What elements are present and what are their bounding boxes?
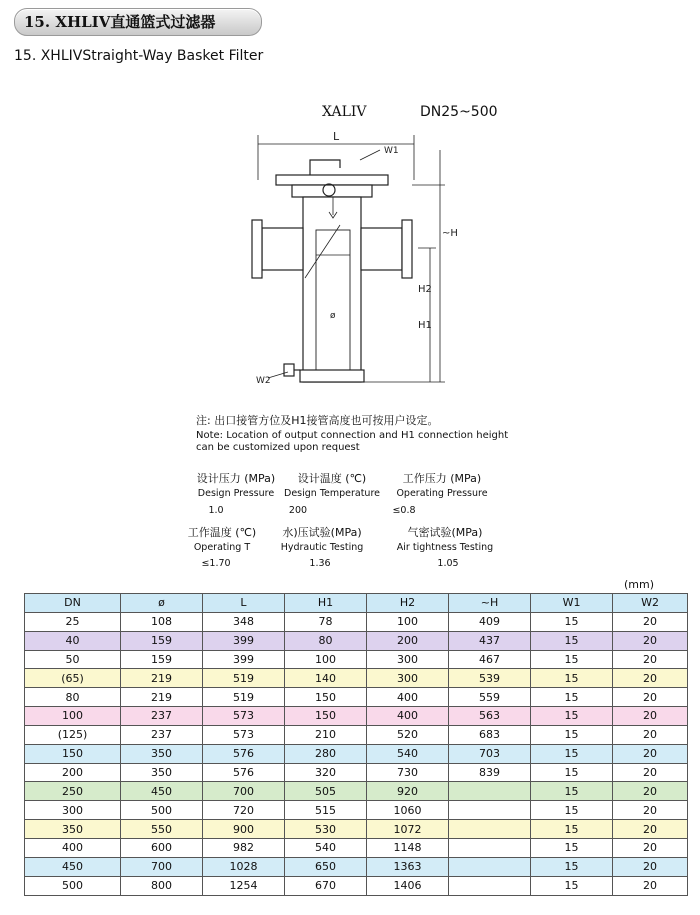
table-cell: [449, 801, 531, 820]
table-cell: 140: [285, 669, 367, 688]
table-cell: 650: [285, 857, 367, 876]
table-cell: 15: [531, 801, 613, 820]
col-header: ~H: [449, 594, 531, 613]
table-row: [25, 876, 688, 895]
table-cell: (65): [25, 669, 121, 688]
cond-air-tightness-testing: 气密试验(MPa) Air tightness Testing: [396, 526, 494, 553]
table-cell: 15: [531, 820, 613, 839]
dimension-table: [24, 593, 688, 896]
table-cell: 550: [121, 820, 203, 839]
table-cell: 15: [531, 688, 613, 707]
cond-design-temperature-value: 200: [288, 505, 308, 516]
table-cell: 576: [203, 744, 285, 763]
table-cell: 15: [531, 631, 613, 650]
table-cell: 670: [285, 876, 367, 895]
table-row: [25, 744, 688, 763]
table-cell: 350: [121, 744, 203, 763]
table-cell: 237: [121, 707, 203, 726]
table-cell: 150: [285, 707, 367, 726]
cond-design-temperature: 设计温度 (℃) Design Temperature: [284, 472, 380, 499]
table-cell: 450: [25, 857, 121, 876]
table-row: [25, 820, 688, 839]
table-cell: [449, 876, 531, 895]
dim-L-label: L: [333, 130, 340, 143]
table-cell: 15: [531, 707, 613, 726]
basket-filter-drawing: [0, 0, 700, 400]
table-cell: 1060: [367, 801, 449, 820]
table-cell: 409: [449, 612, 531, 631]
table-cell: 20: [613, 612, 688, 631]
table-cell: 15: [531, 669, 613, 688]
table-cell: 500: [121, 801, 203, 820]
model-label: XALIV: [322, 104, 367, 120]
dn-range-label: DN25~500: [420, 104, 498, 120]
table-cell: 159: [121, 650, 203, 669]
table-cell: 150: [285, 688, 367, 707]
table-cell: 1072: [367, 820, 449, 839]
table-row: [25, 801, 688, 820]
table-cell: 559: [449, 688, 531, 707]
table-cell: 20: [613, 650, 688, 669]
table-cell: 15: [531, 857, 613, 876]
table-cell: 20: [613, 857, 688, 876]
table-cell: 20: [613, 838, 688, 857]
table-cell: 703: [449, 744, 531, 763]
table-cell: 540: [367, 744, 449, 763]
table-row: [25, 707, 688, 726]
table-cell: 399: [203, 631, 285, 650]
table-row: [25, 688, 688, 707]
table-cell: [449, 857, 531, 876]
table-cell: 219: [121, 688, 203, 707]
table-cell: 437: [449, 631, 531, 650]
table-cell: 15: [531, 782, 613, 801]
dim-W1-label: W1: [384, 146, 399, 156]
table-cell: 100: [25, 707, 121, 726]
table-row: [25, 650, 688, 669]
table-cell: 573: [203, 725, 285, 744]
col-header: ø: [121, 594, 203, 613]
table-cell: 80: [25, 688, 121, 707]
table-cell: 720: [203, 801, 285, 820]
table-cell: 920: [367, 782, 449, 801]
table-cell: 15: [531, 876, 613, 895]
table-cell: 80: [285, 631, 367, 650]
col-header: H1: [285, 594, 367, 613]
table-cell: 20: [613, 801, 688, 820]
table-cell: 683: [449, 725, 531, 744]
table-cell: 1406: [367, 876, 449, 895]
cond-air-tightness-value: 1.05: [437, 558, 459, 569]
cond-operating-pressure-value: ≤0.8: [392, 505, 416, 516]
note-cn: 注: 出口接管方位及H1接管高度也可按用户设定。: [196, 414, 439, 427]
table-cell: 250: [25, 782, 121, 801]
table-row: [25, 838, 688, 857]
table-cell: 280: [285, 744, 367, 763]
cond-hydraulic-testing-value: 1.36: [309, 558, 331, 569]
table-cell: 348: [203, 612, 285, 631]
table-cell: 78: [285, 612, 367, 631]
table-cell: 100: [367, 612, 449, 631]
table-cell: 573: [203, 707, 285, 726]
table-cell: 1254: [203, 876, 285, 895]
table-cell: 15: [531, 650, 613, 669]
table-cell: [449, 838, 531, 857]
dim-H1-label: H1: [418, 320, 432, 331]
table-cell: 400: [367, 707, 449, 726]
table-cell: 20: [613, 744, 688, 763]
col-header: DN: [25, 594, 121, 613]
table-header-row: [25, 594, 688, 613]
table-cell: 100: [285, 650, 367, 669]
table-cell: 108: [121, 612, 203, 631]
table-cell: 25: [25, 612, 121, 631]
table-cell: [449, 782, 531, 801]
table-cell: 450: [121, 782, 203, 801]
table-cell: 159: [121, 631, 203, 650]
table-cell: 982: [203, 838, 285, 857]
table-row: [25, 631, 688, 650]
table-cell: 237: [121, 725, 203, 744]
table-cell: 399: [203, 650, 285, 669]
table-cell: 50: [25, 650, 121, 669]
table-cell: 300: [25, 801, 121, 820]
col-header: W2: [613, 594, 688, 613]
dim-H2-label: H2: [418, 284, 432, 295]
table-row: [25, 669, 688, 688]
table-cell: 40: [25, 631, 121, 650]
cond-hydraulic-testing: 水)压试验(MPa) Hydrautic Testing: [280, 526, 364, 553]
table-cell: 600: [121, 838, 203, 857]
table-cell: 320: [285, 763, 367, 782]
table-cell: 563: [449, 707, 531, 726]
table-row: [25, 857, 688, 876]
table-cell: 15: [531, 838, 613, 857]
table-cell: 15: [531, 612, 613, 631]
table-cell: 530: [285, 820, 367, 839]
col-header: W1: [531, 594, 613, 613]
table-cell: 20: [613, 820, 688, 839]
table-cell: 839: [449, 763, 531, 782]
cond-design-pressure: 设计压力 (MPa) Design Pressure: [196, 472, 276, 499]
table-cell: 539: [449, 669, 531, 688]
table-cell: 20: [613, 688, 688, 707]
note-en-line2: can be customized upon request: [196, 442, 360, 453]
table-cell: 520: [367, 725, 449, 744]
table-cell: 15: [531, 763, 613, 782]
dim-phi-label: ø: [330, 311, 336, 321]
table-cell: 150: [25, 744, 121, 763]
table-cell: 200: [367, 631, 449, 650]
table-cell: (125): [25, 725, 121, 744]
dim-H-label: ~H: [442, 228, 458, 239]
table-cell: [449, 820, 531, 839]
table-cell: 1148: [367, 838, 449, 857]
col-header: H2: [367, 594, 449, 613]
table-cell: 1028: [203, 857, 285, 876]
table-cell: 200: [25, 763, 121, 782]
table-cell: 519: [203, 688, 285, 707]
table-cell: 20: [613, 707, 688, 726]
table-cell: 700: [203, 782, 285, 801]
table-cell: 900: [203, 820, 285, 839]
table-cell: 400: [367, 688, 449, 707]
table-row: [25, 763, 688, 782]
table-cell: 15: [531, 744, 613, 763]
table-cell: 20: [613, 763, 688, 782]
cond-operating-temperature-value: ≤1.70: [201, 558, 231, 569]
col-header: L: [203, 594, 285, 613]
table-cell: 400: [25, 838, 121, 857]
table-cell: 540: [285, 838, 367, 857]
note-en-line1: Note: Location of output connection and H1 connection height: [196, 430, 509, 441]
table-cell: 20: [613, 669, 688, 688]
table-cell: 730: [367, 763, 449, 782]
table-cell: 467: [449, 650, 531, 669]
cond-operating-pressure: 工作压力 (MPa) Operating Pressure: [396, 472, 488, 499]
table-cell: 20: [613, 725, 688, 744]
table-row: [25, 782, 688, 801]
dim-W2-label: W2: [256, 376, 271, 386]
table-cell: 500: [25, 876, 121, 895]
table-cell: 20: [613, 631, 688, 650]
cond-design-pressure-value: 1.0: [208, 505, 224, 516]
table-cell: 519: [203, 669, 285, 688]
table-cell: 300: [367, 650, 449, 669]
table-cell: 350: [121, 763, 203, 782]
table-row: [25, 612, 688, 631]
table-cell: 350: [25, 820, 121, 839]
table-cell: 300: [367, 669, 449, 688]
table-cell: 15: [531, 725, 613, 744]
page-title-en: 15. XHLIVStraight-Way Basket Filter: [14, 48, 264, 64]
cond-operating-temperature: 工作温度 (℃) Operating T: [187, 526, 257, 553]
table-row: [25, 725, 688, 744]
table-cell: 576: [203, 763, 285, 782]
table-cell: 20: [613, 782, 688, 801]
table-cell: 210: [285, 725, 367, 744]
page-title-cn: 15. XHLIV直通篮式过滤器: [24, 13, 216, 31]
table-cell: 515: [285, 801, 367, 820]
table-cell: 1363: [367, 857, 449, 876]
table-body: [25, 612, 688, 895]
table-cell: 20: [613, 876, 688, 895]
table-cell: 505: [285, 782, 367, 801]
unit-label: (mm): [624, 578, 655, 591]
table-cell: 800: [121, 876, 203, 895]
table-cell: 219: [121, 669, 203, 688]
table-cell: 700: [121, 857, 203, 876]
